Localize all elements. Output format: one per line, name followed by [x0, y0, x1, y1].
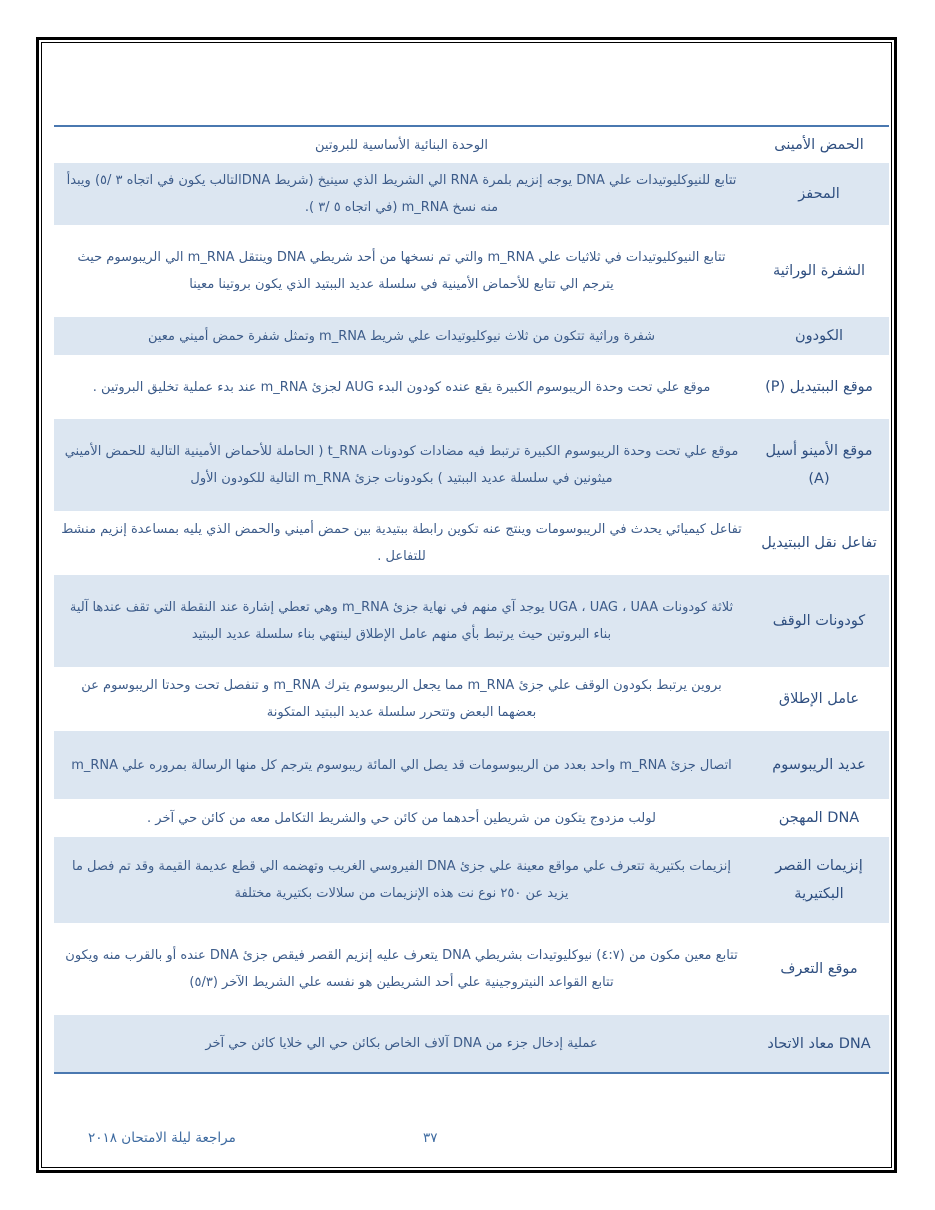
definition-cell: تتابع معين مكون من (٤:٧) نيوكليوتيدات بشريطي DNA يتعرف عليه إنزيم القصر فيقص جزئ DNA عنده أو بالقرب منه ويكون تتابع القواعد النيتروجينية علي أحد الشريطين هو نفسه علي الشريط الآخر (٥/٣)	[65, 948, 738, 990]
definition-cell: تتابع النيوكليوتيدات في ثلاثيات علي m_RNA والتي تم نسخها من أحد شريطي DNA وينتقل m_RNA الي الريبوسوم حيث يترجم الي تتابع للأحماض الأمينية في سلسلة عديد الببتيد الذي يكون بروتينا معينا	[77, 250, 726, 292]
term-cell: عديد الريبوسوم	[749, 731, 889, 799]
definition-cell: الوحدة البنائية الأساسية للبروتين	[315, 137, 488, 153]
term-cell: المحفز	[749, 163, 889, 225]
glossary-row	[54, 923, 889, 1015]
term-cell: الشفرة الوراثية	[772, 263, 866, 279]
glossary-row	[54, 126, 889, 163]
glossary-row	[54, 225, 889, 317]
term-cell: عامل الإطلاق	[778, 691, 860, 707]
glossary-table	[54, 125, 889, 1074]
term-cell: الكودون	[749, 317, 889, 355]
glossary-row	[54, 799, 889, 837]
glossary-row	[54, 667, 889, 731]
definition-cell: اتصال جزئ m_RNA واحد بعدد من الريبوسومات قد يصل الي المائة ريبوسوم يترجم كل منها الرسالة بمروره علي m_RNA	[54, 731, 749, 799]
term-cell: موقع التعرف	[780, 961, 858, 977]
term-cell: DNA معاد الاتحاد	[749, 1015, 889, 1073]
term-cell: الحمض الأمينى	[774, 137, 864, 153]
footer-title: مراجعة ليلة الامتحان ٢٠١٨	[88, 1130, 236, 1146]
term-cell: موقع الببتيديل (P)	[765, 379, 873, 395]
term-cell: موقع الأمينو أسيل (A)	[749, 419, 889, 511]
definition-cell: موقع علي تحت وحدة الريبوسوم الكبيرة يقع عنده كودون البدء AUG لجزئ m_RNA عند بدء عملية تخليق البروتين .	[92, 379, 711, 395]
definition-cell: تتابع للنيوكليوتيدات علي DNA يوجه إنزيم بلمرة RNA الي الشريط الذي سينيخ (شريط DNAالتالب يكون في اتجاه ٣ /٥) ويبدأ منه نسخ m_RNA (في اتجاه ٥ /٣ ).	[54, 163, 749, 225]
term-cell: كودونات الوقف	[749, 575, 889, 667]
definition-cell: إنزيمات بكتيرية تتعرف علي مواقع معينة علي جزئ DNA الفيروسي الغريب وتهضمه الي قطع عديمة القيمة وقد تم فصل ما يزيد عن ٢٥٠ نوع نت هذه الإنزيمات من سلالات بكتيرية مختلفة	[54, 837, 749, 923]
definition-cell: بروين يرتبط بكودون الوقف علي جزئ m_RNA مما يجعل الريبوسوم يترك m_RNA و تنفصل تحت وحدتا الريبوسوم عن بعضهما البعض وتتحرر سلسلة عديد الببتيد المتكونة	[81, 678, 722, 720]
glossary-row	[54, 355, 889, 419]
glossary-row	[54, 1015, 889, 1073]
term-cell: DNA المهجن	[778, 810, 860, 826]
term-cell: إنزيمات القصر البكتيرية	[749, 837, 889, 923]
glossary-row	[54, 731, 889, 799]
glossary-row	[54, 511, 889, 575]
page-number: ٣٧	[423, 1130, 438, 1146]
definition-cell: عملية إدخال جزء من DNA آلاف الخاص بكائن حي الي خلايا كائن حي آخر	[54, 1015, 749, 1073]
definition-cell: لولب مزدوج يتكون من شريطين أحدهما من كائن حي والشريط التكامل معه من كائن حي آخر .	[147, 810, 656, 826]
glossary-row	[54, 837, 889, 923]
definition-cell: موقع علي تحت وحدة الريبوسوم الكبيرة ترتبط فيه مضادات كودونات t_RNA ( الحاملة للأحماض الأمينية التالية للحمض الأميني ميثونين في سلسلة عديد الببتيد ) بكودونات جزئ m_RNA التالية للكودون الأول	[54, 419, 749, 511]
term-cell: تفاعل نقل الببتيديل	[761, 535, 877, 551]
definition-cell: تفاعل كيميائي يحدث في الريبوسومات وينتج عنه تكوين رابطة ببتيدية بين حمض أميني والحمض الذي يليه بمساعدة إنزيم منشط للتفاعل .	[61, 522, 742, 564]
definition-cell: شفرة وراثية تتكون من ثلاث نيوكليوتيدات علي شريط m_RNA وتمثل شفرة حمض أميني معين	[54, 317, 749, 355]
glossary-row	[54, 317, 889, 355]
glossary-row	[54, 575, 889, 667]
glossary-row	[54, 163, 889, 225]
definition-cell: ثلاثة كودونات UGA ، UAG ، UAA يوجد آي منهم في نهاية جزئ m_RNA وهي تعطي إشارة عند النقطة التي تقف عندها آلية بناء البروتين حيث يرتبط بأي منهم عامل الإطلاق لينتهي بناء سلسلة عديد الببتيد	[54, 575, 749, 667]
glossary-row	[54, 419, 889, 511]
